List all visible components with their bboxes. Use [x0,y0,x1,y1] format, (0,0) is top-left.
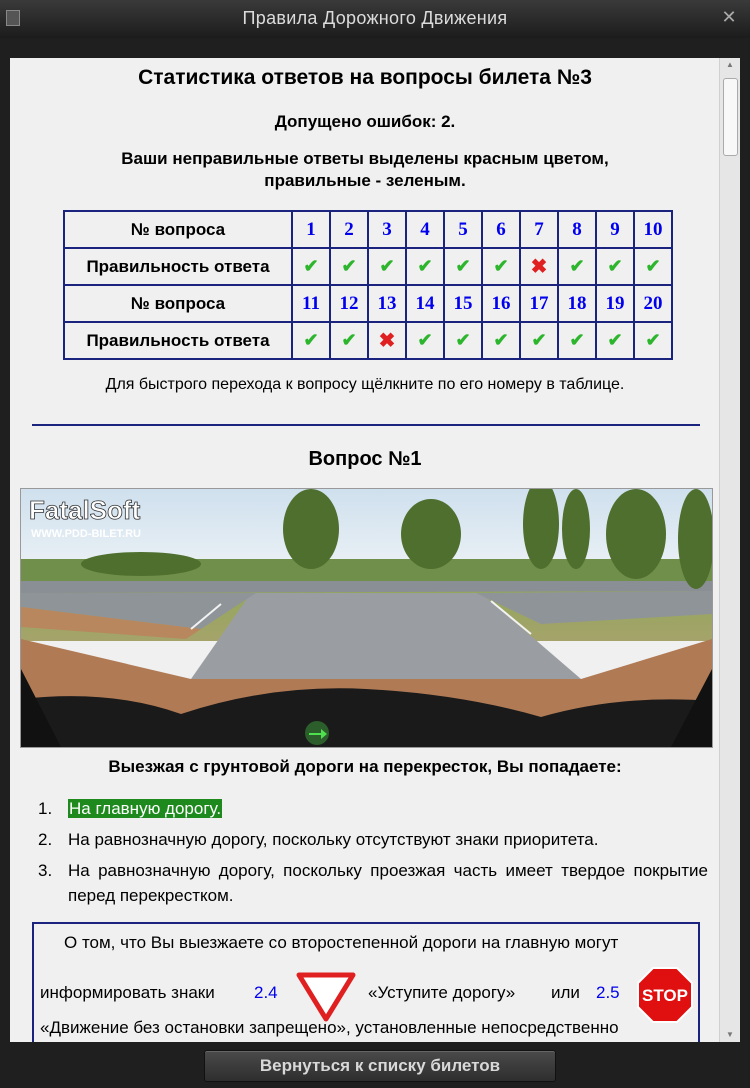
row-header: Правильность ответа [64,248,292,285]
sign-2-4-link[interactable]: 2.4 [254,983,278,1002]
back-to-tickets-button[interactable]: Вернуться к списку билетов [204,1050,556,1082]
stats-note-line2: правильные - зеленым. [264,171,466,190]
result-cell [444,322,482,359]
check-icon: ✔ [455,256,471,276]
answer-number: 1. [38,799,53,818]
watermark-site: WWW.PDD-BILET.RU [31,528,141,540]
result-cell [558,322,596,359]
stats-title: Статистика ответов на вопросы билета №3 [138,66,592,89]
question-number-link[interactable]: 4 [406,211,444,248]
explanation-line1: О том, что Вы выезжаете со второстепенной дороги на главную могут [64,933,619,952]
stop-sign-icon [636,966,694,1024]
question-text: Выезжая с грунтовой дороги на перекресток, Вы попадаете: [108,757,622,776]
question-number-link[interactable]: 14 [406,285,444,322]
check-icon: ✔ [645,330,661,350]
answer-item [38,827,708,852]
answer-text: На равнозначную дорогу, поскольку проезжая часть имеет твердое покрытие перед перекрестком. [68,861,708,905]
results-table [63,210,673,360]
stop-sign-text: STOP [642,986,688,1005]
explanation-or: или [551,983,580,1002]
check-icon: ✔ [341,256,357,276]
close-icon[interactable]: ✕ [721,7,737,27]
check-icon: ✔ [493,330,509,350]
check-icon: ✔ [341,330,357,350]
check-icon: ✔ [569,330,585,350]
content-area [10,58,740,1042]
cross-icon: ✖ [378,330,396,352]
question-number-link[interactable]: 7 [520,211,558,248]
check-icon: ✔ [455,330,471,350]
question-number-link[interactable]: 5 [444,211,482,248]
question-image [20,488,713,748]
check-icon: ✔ [531,330,547,350]
scroll-up-icon[interactable]: ▲ [726,60,734,69]
question-number-link[interactable]: 11 [292,285,330,322]
result-cell [482,248,520,285]
question-number-link[interactable]: 17 [520,285,558,322]
answer-number: 2. [38,830,53,849]
question-number-link[interactable]: 19 [596,285,634,322]
result-cell [368,248,406,285]
result-cell [558,248,596,285]
scroll-down-icon[interactable]: ▼ [726,1030,734,1039]
question-number-link[interactable]: 1 [292,211,330,248]
result-cell [368,322,406,359]
question-number-link[interactable]: 20 [634,285,672,322]
result-cell [330,248,368,285]
result-cell [634,248,672,285]
divider [32,424,700,426]
result-cell [520,322,558,359]
answer-text-correct: На главную дорогу. [69,799,222,818]
answer-item [38,796,708,821]
question-number-link[interactable]: 6 [482,211,520,248]
window-title: Правила Дорожного Движения [242,8,508,28]
scrollbar-thumb[interactable] [723,78,738,156]
check-icon: ✔ [607,330,623,350]
question-title: Вопрос №1 [308,448,422,470]
question-number-row [64,285,672,322]
errors-count: Допущено ошибок: 2. [274,112,456,131]
question-number-link[interactable]: 3 [368,211,406,248]
yield-sign-icon [296,972,356,1022]
sign-2-5-link[interactable]: 2.5 [596,983,620,1002]
result-cell [406,248,444,285]
stats-note-line1: Ваши неправильные ответы выделены красным цветом, [121,149,609,168]
vertical-scrollbar[interactable] [719,58,740,1042]
question-number-link[interactable]: 9 [596,211,634,248]
check-icon: ✔ [303,256,319,276]
check-icon: ✔ [303,330,319,350]
result-cell [330,322,368,359]
check-icon: ✔ [493,256,509,276]
result-cell [482,322,520,359]
question-number-link[interactable]: 18 [558,285,596,322]
check-icon: ✔ [607,256,623,276]
result-cell [634,322,672,359]
answer-text: На равнозначную дорогу, поскольку отсутствуют знаки приоритета. [68,830,599,849]
explanation-box [32,922,700,1042]
question-number-row [64,211,672,248]
sign-2-4-name: «Уступите дорогу» [368,983,516,1002]
answer-item [38,858,708,908]
question-number-link[interactable]: 16 [482,285,520,322]
check-icon: ✔ [569,256,585,276]
result-cell [596,248,634,285]
row-header: № вопроса [64,211,292,248]
question-number-link[interactable]: 8 [558,211,596,248]
result-cell [292,322,330,359]
answer-result-row [64,248,672,285]
row-header: Правильность ответа [64,322,292,359]
check-icon: ✔ [417,256,433,276]
check-icon: ✔ [417,330,433,350]
result-cell [596,322,634,359]
result-cell [444,248,482,285]
result-cell [406,322,444,359]
answer-number: 3. [38,861,53,880]
explanation-line3: «Движение без остановки запрещено», установленные непосредственно [40,1018,619,1037]
check-icon: ✔ [379,256,395,276]
table-hint: Для быстрого перехода к вопросу щёлкните по его номеру в таблице. [105,376,625,393]
title-bar [0,0,750,38]
result-cell [292,248,330,285]
question-number-link[interactable]: 13 [368,285,406,322]
question-number-link[interactable]: 10 [634,211,672,248]
road-photo [21,489,712,747]
result-cell [520,248,558,285]
question-number-link[interactable]: 12 [330,285,368,322]
question-number-link[interactable]: 2 [330,211,368,248]
watermark-brand: FatalSoft [29,495,141,525]
question-number-link[interactable]: 15 [444,285,482,322]
footer [0,1042,750,1088]
stats-note [10,148,720,192]
cross-icon: ✖ [530,256,548,278]
answer-list [38,796,708,914]
explanation-line2-text: информировать знаки [40,983,215,1002]
row-header: № вопроса [64,285,292,322]
check-icon: ✔ [645,256,661,276]
answer-result-row [64,322,672,359]
